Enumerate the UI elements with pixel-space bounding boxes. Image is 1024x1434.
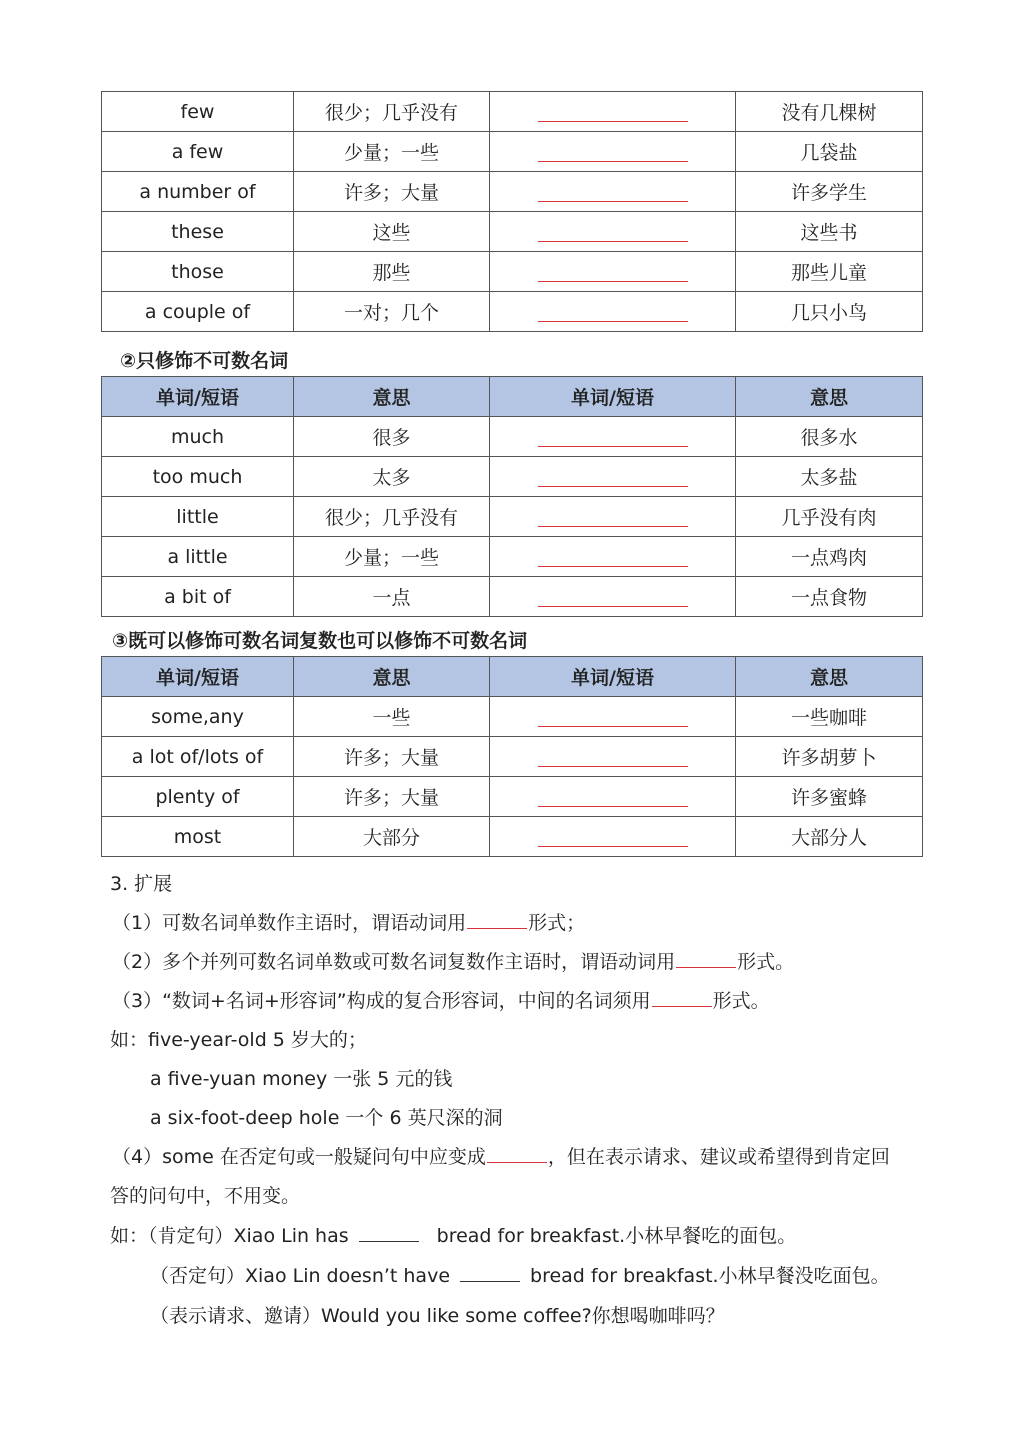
word-cell: a bit of <box>102 577 294 617</box>
answer-blank[interactable] <box>538 588 688 607</box>
answer-cell[interactable] <box>490 292 736 332</box>
example-line-3: a six-foot-deep hole 一个 6 英尺深的洞 <box>150 1107 503 1129</box>
sentence-negative-blank[interactable] <box>460 1263 520 1282</box>
word-cell: few <box>102 92 294 132</box>
both-words-table <box>101 656 923 857</box>
example-line-1: 如：five-year-old 5 岁大的； <box>110 1029 367 1051</box>
item-4-cont: ，但在表示请求、建议或希望得到肯定回 <box>547 1146 890 1168</box>
table-row <box>102 132 923 172</box>
example-cell: 许多胡萝卜 <box>736 737 923 777</box>
word-cell: a lot of/lots of <box>102 737 294 777</box>
sentence-affirmative-a: 如：（肯定句）Xiao Lin has <box>110 1225 349 1247</box>
example-cell: 一点鸡肉 <box>736 537 923 577</box>
answer-cell[interactable] <box>490 252 736 292</box>
meaning-cell: 一点 <box>294 577 490 617</box>
table-row <box>102 577 923 617</box>
item-1-suffix: 形式； <box>528 912 586 934</box>
item-2-text: （2）多个并列可数名词单数或可数名词复数作主语时，谓语动词用 <box>112 951 676 973</box>
table-header-row <box>102 657 923 697</box>
meaning-cell: 很少；几乎没有 <box>294 497 490 537</box>
answer-cell[interactable] <box>490 577 736 617</box>
example-cell: 没有几棵树 <box>736 92 923 132</box>
word-cell: these <box>102 212 294 252</box>
item-3-blank[interactable] <box>652 988 712 1007</box>
table-row <box>102 777 923 817</box>
answer-cell[interactable] <box>490 777 736 817</box>
answer-blank[interactable] <box>538 223 688 242</box>
example-cell: 一点食物 <box>736 577 923 617</box>
table-row <box>102 497 923 537</box>
item-4-text: （4）some 在否定句或一般疑问句中应变成 <box>112 1146 486 1168</box>
answer-blank[interactable] <box>538 828 688 847</box>
answer-cell[interactable] <box>490 92 736 132</box>
meaning-cell: 一些 <box>294 697 490 737</box>
answer-cell[interactable] <box>490 817 736 857</box>
extension-item-1 <box>112 908 585 935</box>
example-line-2: a five-yuan money 一张 5 元的钱 <box>150 1068 453 1090</box>
word-cell: a little <box>102 537 294 577</box>
item-2-suffix: 形式。 <box>737 951 795 973</box>
meaning-cell: 少量；一些 <box>294 132 490 172</box>
extension-heading: 3. 扩展 <box>110 873 173 895</box>
answer-cell[interactable] <box>490 697 736 737</box>
section-2-title: ②只修饰不可数名词 <box>120 350 289 372</box>
meaning-cell: 许多；大量 <box>294 737 490 777</box>
extension-item-2 <box>112 947 794 974</box>
word-cell: little <box>102 497 294 537</box>
word-cell: a couple of <box>102 292 294 332</box>
word-cell: some,any <box>102 697 294 737</box>
answer-blank[interactable] <box>538 103 688 122</box>
table-row <box>102 292 923 332</box>
item-4-blank[interactable] <box>487 1144 547 1163</box>
meaning-cell: 太多 <box>294 457 490 497</box>
countable-words-table <box>101 91 923 332</box>
meaning-cell: 许多；大量 <box>294 777 490 817</box>
example-cell: 很多水 <box>736 417 923 457</box>
sentence-request: （表示请求、邀请）Would you like some coffee?你想喝咖啡吗？ <box>150 1305 725 1327</box>
extension-item-3 <box>112 986 770 1013</box>
extension-item-4 <box>112 1142 890 1169</box>
example-cell: 许多学生 <box>736 172 923 212</box>
example-cell: 几乎没有肉 <box>736 497 923 537</box>
example-cell: 这些书 <box>736 212 923 252</box>
header-cell: 意思 <box>294 657 490 697</box>
answer-cell[interactable] <box>490 212 736 252</box>
example-cell: 许多蜜蜂 <box>736 777 923 817</box>
sentence-affirmative-blank[interactable] <box>359 1223 419 1242</box>
table-row <box>102 417 923 457</box>
meaning-cell: 那些 <box>294 252 490 292</box>
table-row <box>102 537 923 577</box>
word-cell: those <box>102 252 294 292</box>
header-cell: 意思 <box>736 657 923 697</box>
example-cell: 几只小鸟 <box>736 292 923 332</box>
answer-blank[interactable] <box>538 143 688 162</box>
example-cell: 几袋盐 <box>736 132 923 172</box>
word-cell: a few <box>102 132 294 172</box>
table-row <box>102 92 923 132</box>
item-2-blank[interactable] <box>676 949 736 968</box>
example-cell: 那些儿童 <box>736 252 923 292</box>
meaning-cell: 大部分 <box>294 817 490 857</box>
meaning-cell: 许多；大量 <box>294 172 490 212</box>
sentence-negative <box>150 1261 890 1288</box>
header-cell: 单词/短语 <box>102 377 294 417</box>
answer-blank[interactable] <box>538 708 688 727</box>
word-cell: most <box>102 817 294 857</box>
table-header-row <box>102 377 923 417</box>
answer-blank[interactable] <box>538 303 688 322</box>
answer-cell[interactable] <box>490 537 736 577</box>
header-cell: 单词/短语 <box>490 377 736 417</box>
answer-blank[interactable] <box>538 263 688 282</box>
extension-item-4-line2: 答的问句中，不用变。 <box>110 1185 301 1207</box>
meaning-cell: 很少；几乎没有 <box>294 92 490 132</box>
answer-cell[interactable] <box>490 497 736 537</box>
table-row <box>102 212 923 252</box>
sentence-negative-a: （否定句）Xiao Lin doesn’t have <box>150 1265 451 1287</box>
item-1-text: （1）可数名词单数作主语时，谓语动词用 <box>112 912 467 934</box>
table-row <box>102 252 923 292</box>
sentence-affirmative <box>110 1221 796 1248</box>
header-cell: 意思 <box>294 377 490 417</box>
header-cell: 意思 <box>736 377 923 417</box>
answer-blank[interactable] <box>538 468 688 487</box>
uncountable-words-table <box>101 376 923 617</box>
header-cell: 单词/短语 <box>490 657 736 697</box>
answer-blank[interactable] <box>538 788 688 807</box>
table-row <box>102 457 923 497</box>
word-cell: plenty of <box>102 777 294 817</box>
word-cell: too much <box>102 457 294 497</box>
answer-blank[interactable] <box>538 183 688 202</box>
answer-blank[interactable] <box>538 428 688 447</box>
table-row <box>102 172 923 212</box>
item-3-suffix: 形式。 <box>712 990 770 1012</box>
word-cell: much <box>102 417 294 457</box>
answer-cell[interactable] <box>490 132 736 172</box>
meaning-cell: 一对；几个 <box>294 292 490 332</box>
table-row <box>102 697 923 737</box>
answer-blank[interactable] <box>538 508 688 527</box>
example-cell: 大部分人 <box>736 817 923 857</box>
answer-cell[interactable] <box>490 457 736 497</box>
answer-cell[interactable] <box>490 172 736 212</box>
item-3-text: （3）“数词+名词+形容词”构成的复合形容词，中间的名词须用 <box>112 990 651 1012</box>
meaning-cell: 很多 <box>294 417 490 457</box>
section-3-title: ③既可以修饰可数名词复数也可以修饰不可数名词 <box>112 630 528 652</box>
answer-blank[interactable] <box>538 548 688 567</box>
answer-cell[interactable] <box>490 417 736 457</box>
meaning-cell: 这些 <box>294 212 490 252</box>
meaning-cell: 少量；一些 <box>294 537 490 577</box>
item-1-blank[interactable] <box>467 910 527 929</box>
header-cell: 单词/短语 <box>102 657 294 697</box>
example-cell: 一些咖啡 <box>736 697 923 737</box>
sentence-affirmative-b: bread for breakfast.小林早餐吃的面包。 <box>436 1225 797 1247</box>
word-cell: a number of <box>102 172 294 212</box>
table-row <box>102 737 923 777</box>
sentence-negative-b: bread for breakfast.小林早餐没吃面包。 <box>530 1265 890 1287</box>
answer-cell[interactable] <box>490 737 736 777</box>
example-cell: 太多盐 <box>736 457 923 497</box>
table-row <box>102 817 923 857</box>
answer-blank[interactable] <box>538 748 688 767</box>
